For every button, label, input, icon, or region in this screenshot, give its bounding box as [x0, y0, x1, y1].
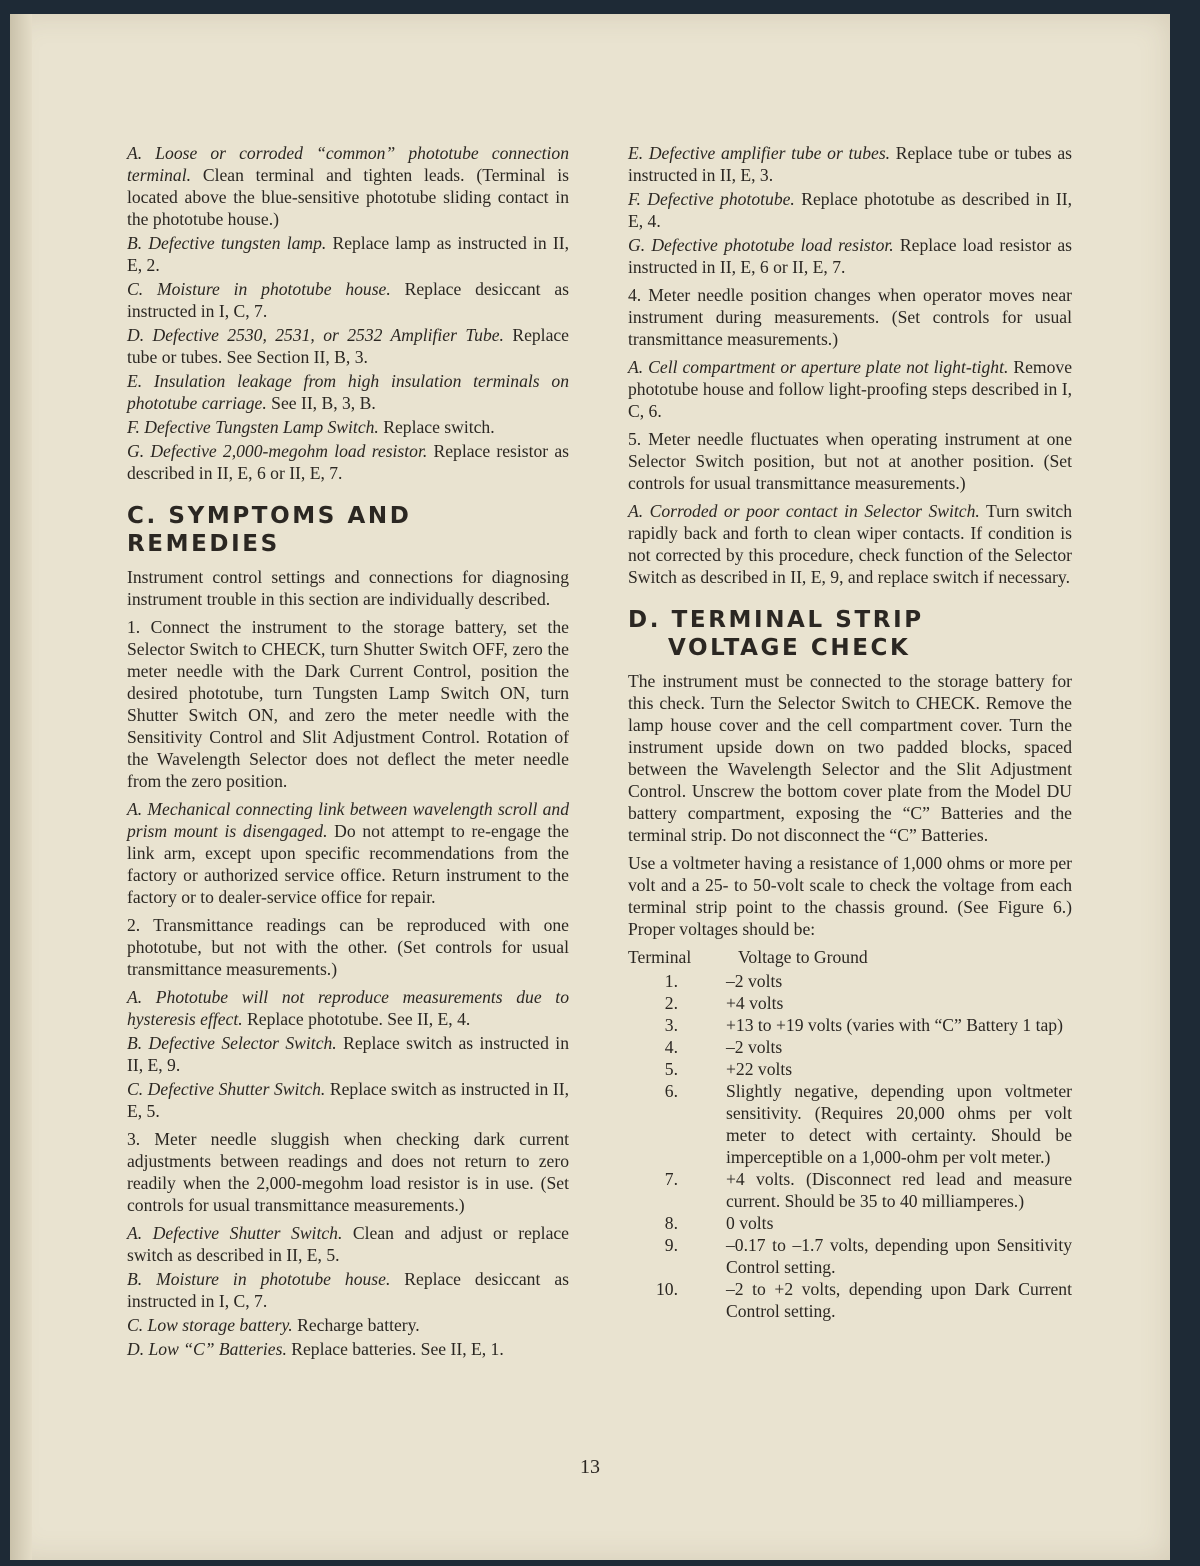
item-1: 1. Connect the instrument to the storage battery, set the Selector Switch to CHECK, turn Shutter Switch OFF, zero the meter needle with the Dark Current Control, position the desired phototube, turn Tungsten Lamp Switch ON, turn Shutter Switch ON, and zero the meter needle with the Sensitivity Control and Slit Adjustment Control. Rotation of the Wavelength Selector does not deflect the meter needle from the zero position. — [127, 617, 569, 791]
paragraph: A. Defective Shutter Switch. Clean and adjust or replace switch as described in II, E, 5. — [127, 1223, 569, 1265]
header-voltage: Voltage to Ground — [738, 947, 868, 967]
item-5a: A. Corroded or poor contact in Selector Switch. Turn switch rapidly back and forth to clean wiper contacts. If condition is not corrected by this procedure, check function of the Selector Switch as described in II, E, 9, and replace switch if necessary. — [628, 501, 1072, 587]
voltage-row: 1. –2 volts — [664, 971, 783, 991]
left-column — [127, 142, 569, 1362]
section-d-heading — [628, 606, 1072, 662]
binding-gutter — [10, 14, 32, 1560]
item-1a: A. Mechanical connecting link between wavelength scroll and prism mount is disengaged. Do not attempt to re-engage the link arm, except upon specific recommendations from the factory or authorized service office. Return instrument to the factory or to dealer-service office for repair. — [127, 799, 569, 907]
voltage-row: 3. +13 to +19 volts (varies with “C” Battery 1 tap) — [664, 1015, 1063, 1035]
section-d-paragraph-1: The instrument must be connected to the storage battery for this check. Turn the Selector Switch to CHECK. Remove the lamp house cover and the cell compartment cover. Turn the instrument upside down on two padded blocks, spaced between the Wavelength Selector and the Slit Adjustment Control. Unscrew the bottom cover plate from the Model DU battery compartment, exposing the “C” Batteries and the terminal strip. Do not disconnect the “C” Batteries. — [628, 671, 1072, 845]
voltage-row: 6. Slightly negative, depending upon voltmeter sensitivity. (Requires 20,000 ohms per volt meter to detect with certainty. Should be imperceptible on a 1,000-ohm per volt meter.) — [664, 1081, 1072, 1167]
voltage-row: 8. 0 volts — [664, 1213, 774, 1233]
page-number: 13 — [580, 1456, 600, 1478]
voltage-row: 4. –2 volts — [664, 1037, 783, 1057]
section-d-heading-line2: VOLTAGE CHECK — [668, 635, 911, 661]
paragraph: A. Phototube will not reproduce measurements due to hysteresis effect. Replace phototube. See II, E, 4. — [127, 987, 569, 1029]
item-5: 5. Meter needle fluctuates when operating instrument at one Selector Switch position, but not at another position. (Set controls for usual transmittance measurements.) — [628, 429, 1072, 493]
paragraph: A. Loose or corroded “common” phototube connection terminal. Clean terminal and tighten leads. (Terminal is located above the blue-sensitive phototube sliding contact in the phototube house.) — [127, 143, 569, 229]
section-d-heading-line1: D. TERMINAL STRIP — [628, 607, 924, 633]
section-c-heading: C. SYMPTOMS AND REMEDIES — [127, 503, 412, 557]
paragraph: E. Defective amplifier tube or tubes. Replace tube or tubes as instructed in II, E, 3. — [628, 143, 1073, 185]
paragraph: C. Defective Shutter Switch. Replace switch as instructed in II, E, 5. — [127, 1079, 569, 1121]
paragraph: F. Defective phototube. Replace phototube as described in II, E, 4. — [628, 189, 1073, 231]
voltage-row: 9. –0.17 to –1.7 volts, depending upon Sensitivity Control setting. — [664, 1235, 1072, 1277]
header-terminal: Terminal — [628, 947, 692, 967]
paragraph: F. Defective Tungsten Lamp Switch. Replace switch. — [127, 417, 495, 437]
voltage-row: 7. +4 volts. (Disconnect red lead and measure current. Should be 35 to 40 milliamperes.) — [664, 1169, 1072, 1211]
paragraph: B. Moisture in phototube house. Replace desiccant as instructed in I, C, 7. — [127, 1269, 569, 1311]
paragraph: C. Low storage battery. Recharge battery. — [127, 1315, 420, 1335]
voltage-row: 2. +4 volts — [664, 993, 784, 1013]
voltage-row: 5. +22 volts — [664, 1059, 793, 1079]
voltage-table — [628, 946, 1072, 1322]
voltage-table-header — [628, 946, 1072, 968]
voltage-row: 10. –2 to +2 volts, depending upon Dark Current Control setting. — [656, 1279, 1072, 1321]
paragraph: G. Defective phototube load resistor. Replace load resistor as instructed in II, E, 6 or II, E, 7. — [628, 235, 1072, 277]
paragraph: B. Defective Selector Switch. Replace switch as instructed in II, E, 9. — [127, 1033, 569, 1075]
manual-page — [10, 14, 1170, 1560]
paragraph: D. Defective 2530, 2531, or 2532 Amplifier Tube. Replace tube or tubes. See Section II, B, 3. — [127, 325, 569, 367]
paragraph: D. Low “C” Batteries. Replace batteries. See II, E, 1. — [127, 1339, 504, 1359]
item-2: 2. Transmittance readings can be reproduced with one phototube, but not with the other. (Set controls for usual transmittance measurements.) — [127, 915, 569, 979]
paragraph: E. Insulation leakage from high insulation terminals on phototube carriage. See II, B, 3, B. — [127, 371, 569, 413]
right-column — [628, 142, 1072, 1322]
section-c-intro: Instrument control settings and connections for diagnosing instrument trouble in this section are individually described. — [127, 567, 569, 609]
item-3: 3. Meter needle sluggish when checking dark current adjustments between readings and does not return to zero readily when the 2,000-megohm load resistor is in use. (Set controls for usual transmittance measurements.) — [127, 1129, 569, 1215]
section-d-paragraph-2: Use a voltmeter having a resistance of 1,000 ohms or more per volt and a 25- to 50-volt scale to check the voltage from each terminal strip point to the chassis ground. (See Figure 6.) Proper voltages should be: — [628, 853, 1072, 939]
item-4: 4. Meter needle position changes when operator moves near instrument during measurements. (Set controls for usual transmittance measurements.) — [628, 285, 1072, 349]
paragraph: C. Moisture in phototube house. Replace desiccant as instructed in I, C, 7. — [127, 279, 569, 321]
paragraph: B. Defective tungsten lamp. Replace lamp as instructed in II, E, 2. — [127, 233, 570, 275]
item-4a: A. Cell compartment or aperture plate not light-tight. Remove phototube house and follow light-proofing steps described in I, C, 6. — [628, 357, 1073, 421]
paragraph: G. Defective 2,000-megohm load resistor. Replace resistor as described in II, E, 6 or II, E, 7. — [127, 441, 569, 483]
